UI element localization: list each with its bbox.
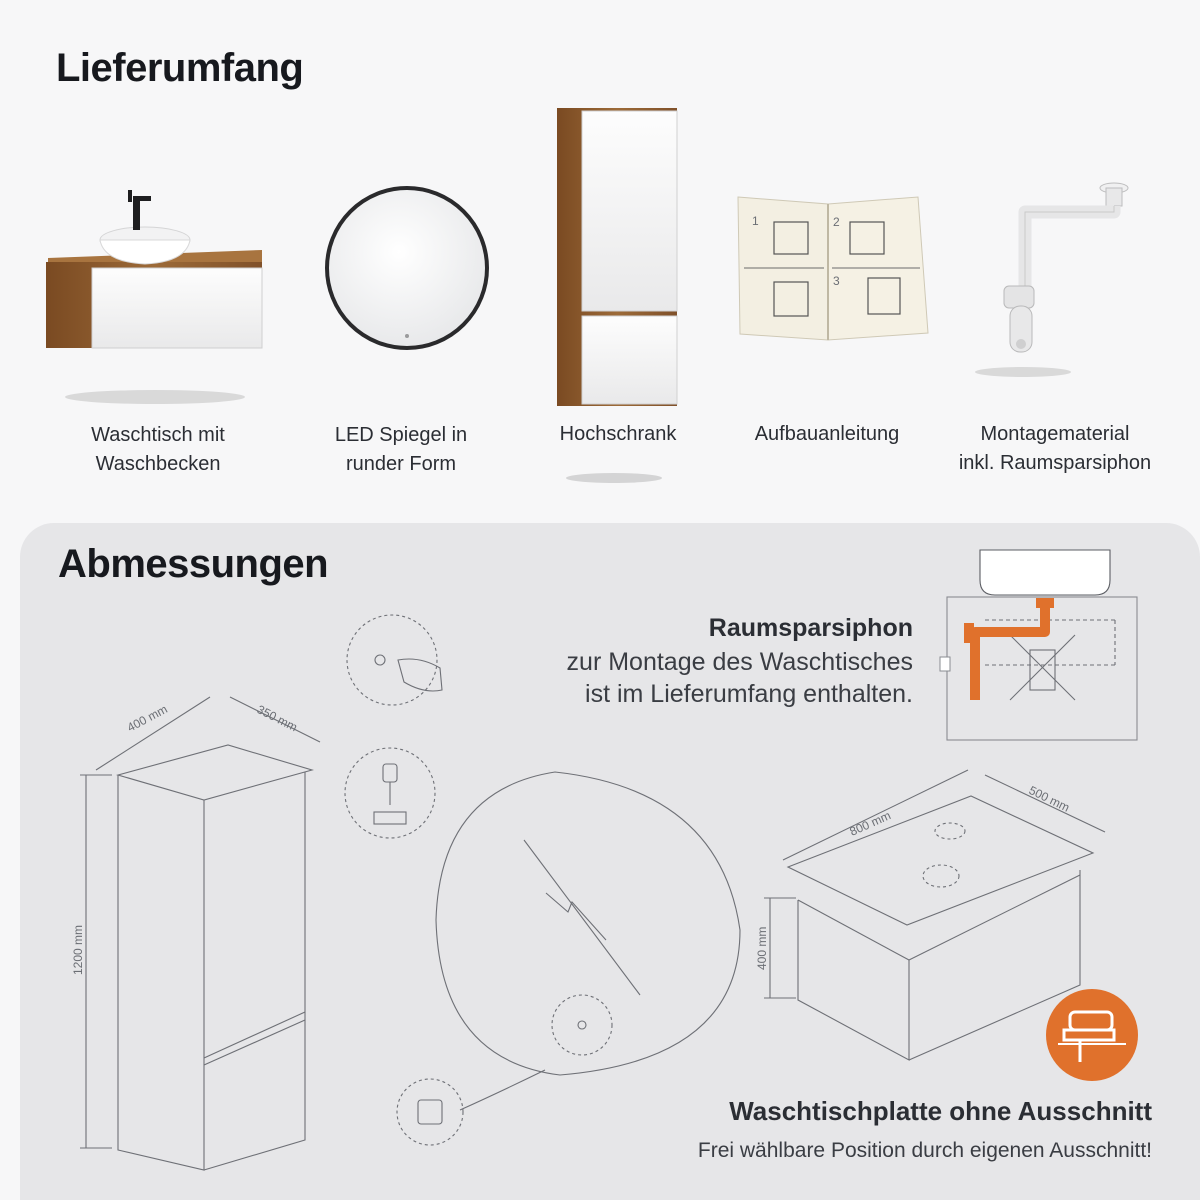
round-mirror-drawing [397,772,740,1145]
siphon-pipe-highlight [975,602,1045,700]
item-label-vanity: Waschtisch mit Waschbecken [91,424,225,475]
vanity-depth-label: 500 mm [1026,783,1072,815]
siphon-title: Raumsparsiphon [708,614,913,642]
countertop-title: Waschtischplatte ohne Ausschnitt [729,1096,1152,1126]
item-label-mirror: LED Spiegel in runder Form [334,424,468,475]
siphon-desc-line2: ist im Lieferumfang enthalten. [585,680,913,708]
vanity-width-label: 800 mm [847,808,893,839]
siphon-desc-line1: zur Montage des Waschtisches [566,648,913,676]
item-label-mounting: Montagematerial inkl. Raumsparsiphon [958,423,1152,474]
plug-detail [345,748,435,838]
countertop-subtitle: Frei wählbare Position durch eigenen Ausschnitt! [697,1139,1152,1162]
touch-sensor-detail [347,615,442,705]
tall-cabinet-depth-label: 350 mm [254,702,300,735]
delivery-title: Lieferumfang [56,46,304,90]
item-label-tall-cabinet: Hochschrank [559,423,677,445]
item-label-manual: Aufbauanleitung [754,423,900,445]
dimensions-title: Abmessungen [58,542,329,586]
tall-cabinet-drawing [80,697,320,1170]
tall-cabinet-height-label: 1200 mm [71,924,85,975]
manual-step-1: 1 [752,214,759,228]
tall-cabinet-width-label: 400 mm [124,701,170,735]
vanity-height-label: 400 mm [755,926,769,970]
jigsaw-icon [1046,989,1138,1081]
manual-step-2: 2 [833,215,840,229]
manual-step-3: 3 [833,274,840,288]
